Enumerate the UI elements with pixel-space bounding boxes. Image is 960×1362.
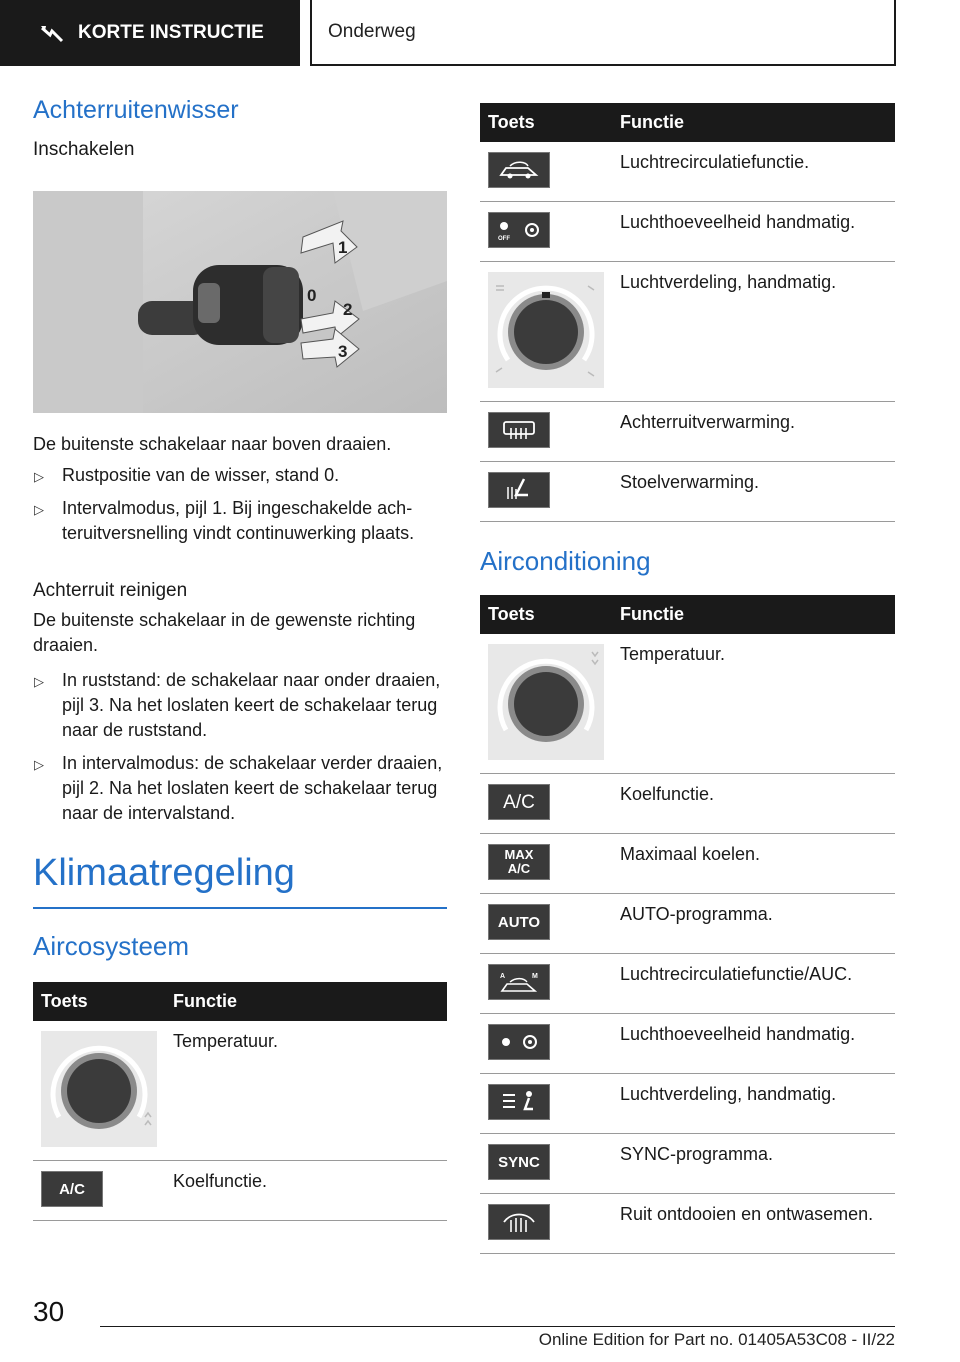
triangle-bullet-icon: ▷ xyxy=(34,674,44,689)
ac-key-icon: A/C xyxy=(488,784,550,820)
table-header-row xyxy=(33,982,447,1021)
left-column xyxy=(33,96,447,1221)
table-row xyxy=(480,1134,895,1194)
clean-heading: Achterruit reinigen xyxy=(33,580,188,601)
function-cell: Koelfunctie. xyxy=(165,1161,447,1221)
function-cell: Maximaal koelen. xyxy=(612,834,895,894)
photo-label-1: 1 xyxy=(338,238,348,257)
aircon-system-heading: Aircosysteem xyxy=(33,931,190,961)
chapter-tab[interactable] xyxy=(0,0,300,66)
switch-on-text: De buitenste schakelaar naar boven draaien. xyxy=(33,434,392,454)
triangle-bullet-icon: ▷ xyxy=(34,469,44,484)
table-header-row xyxy=(480,595,895,634)
table-row xyxy=(480,834,895,894)
function-cell: SYNC-programma. xyxy=(612,1134,895,1194)
list-item: ▷ Rustpositie van de wisser, stand 0. xyxy=(33,463,447,488)
rear-controls-table xyxy=(480,103,895,522)
rear-window-defrost-icon xyxy=(488,412,550,448)
table-row xyxy=(33,1021,447,1161)
function-cell: Temperatuur. xyxy=(165,1021,447,1161)
climate-heading: Klimaatregeling xyxy=(33,852,447,909)
table-row xyxy=(480,894,895,954)
aircon-system-table xyxy=(33,982,447,1221)
function-cell: Luchtverdeling, handmatig. xyxy=(612,1074,895,1134)
function-cell: Luchtverdeling, handmatig. xyxy=(612,262,895,402)
airconditioning-table xyxy=(480,595,895,1254)
ac-key-icon: A/C xyxy=(41,1171,103,1207)
function-cell: Ruit ontdooien en ontwasemen. xyxy=(612,1194,895,1254)
list-item: ▷ Intervalmodus, pijl 1. Bij ingeschakelde achteruitversnelling vindt continuwerking plaats. xyxy=(34,498,415,543)
triangle-bullet-icon: ▷ xyxy=(34,502,44,517)
section-title: Onderweg xyxy=(328,21,416,42)
switch-on-heading: Inschakelen xyxy=(33,139,135,160)
temperature-knob-icon xyxy=(41,1031,157,1147)
svg-text:A: A xyxy=(500,973,506,980)
table-row xyxy=(480,402,895,462)
photo-label-0: 0 xyxy=(307,286,317,305)
auto-key-icon: AUTO xyxy=(488,904,550,940)
fan-icon xyxy=(488,1024,550,1060)
table-row xyxy=(480,954,895,1014)
wiper-stalk-photo xyxy=(33,191,447,413)
table-row xyxy=(480,262,895,402)
col-header-function: Functie xyxy=(612,595,895,634)
table-row xyxy=(480,634,895,774)
table-row xyxy=(480,1014,895,1074)
fan-off-icon xyxy=(488,212,550,248)
function-cell: Luchthoeveelheid handmatig. xyxy=(612,1014,895,1074)
list-item: ▷ In intervalmodus: de schakelaar verder draaien, pijl 2. Na het loslaten keert de schakelaar terug naar de intervalstand. xyxy=(34,753,443,823)
right-column xyxy=(480,103,895,1254)
clean-text: De buitenste schakelaar in de gewenste richting draaien. xyxy=(33,610,416,655)
col-header-key: Toets xyxy=(480,103,612,142)
col-header-function: Functie xyxy=(612,103,895,142)
table-row xyxy=(480,142,895,202)
switch-on-list xyxy=(33,463,447,546)
edition-note: Online Edition for Part no. 01405A53C08 - II/22 xyxy=(538,1330,895,1349)
chapter-tab-label: KORTE INSTRUCTIE xyxy=(78,22,264,43)
col-header-key: Toets xyxy=(33,982,165,1021)
function-cell: Koelfunctie. xyxy=(612,774,895,834)
function-cell: AUTO-programma. xyxy=(612,894,895,954)
max-ac-key-icon: MAX A/C xyxy=(488,844,550,880)
car-recirculation-icon xyxy=(488,152,550,188)
table-row xyxy=(33,1161,447,1221)
col-header-key: Toets xyxy=(480,595,612,634)
function-cell: Luchtrecirculatiefunctie/AUC. xyxy=(612,954,895,1014)
function-cell: Luchthoeveelheid handmatig. xyxy=(612,202,895,262)
table-row xyxy=(480,774,895,834)
air-distribution-knob-icon xyxy=(488,272,604,388)
footer-divider xyxy=(100,1326,895,1327)
triangle-bullet-icon: ▷ xyxy=(34,757,44,772)
temperature-knob-icon xyxy=(488,644,604,760)
wiper-heading: Achterruitenwisser xyxy=(33,96,239,124)
svg-text:OFF: OFF xyxy=(498,236,510,242)
clean-list xyxy=(33,668,447,826)
function-cell: Temperatuur. xyxy=(612,634,895,774)
list-item: ▷ In ruststand: de schakelaar naar onder draaien, pijl 3. Na het loslaten keert de schakelaar terug naar de ruststand. xyxy=(34,670,441,740)
table-row xyxy=(480,462,895,522)
table-row xyxy=(480,1194,895,1254)
table-header-row xyxy=(480,103,895,142)
photo-label-2: 2 xyxy=(343,300,353,319)
function-cell: Stoelverwarming. xyxy=(612,462,895,522)
page-number: 30 xyxy=(33,1296,65,1327)
section-header xyxy=(310,0,896,66)
photo-label-3: 3 xyxy=(338,342,348,361)
air-distribution-icon xyxy=(488,1084,550,1120)
function-cell: Achterruitverwarming. xyxy=(612,402,895,462)
table-row xyxy=(480,202,895,262)
col-header-function: Functie xyxy=(165,982,447,1021)
recirculation-auc-icon xyxy=(488,964,550,1000)
table-row xyxy=(480,1074,895,1134)
sync-key-icon: SYNC xyxy=(488,1144,550,1180)
seat-heating-icon xyxy=(488,472,550,508)
svg-text:M: M xyxy=(532,973,538,980)
lightning-icon xyxy=(40,22,64,44)
airconditioning-heading: Airconditioning xyxy=(480,546,651,576)
function-cell: Luchtrecirculatiefunctie. xyxy=(612,142,895,202)
windshield-defrost-icon xyxy=(488,1204,550,1240)
